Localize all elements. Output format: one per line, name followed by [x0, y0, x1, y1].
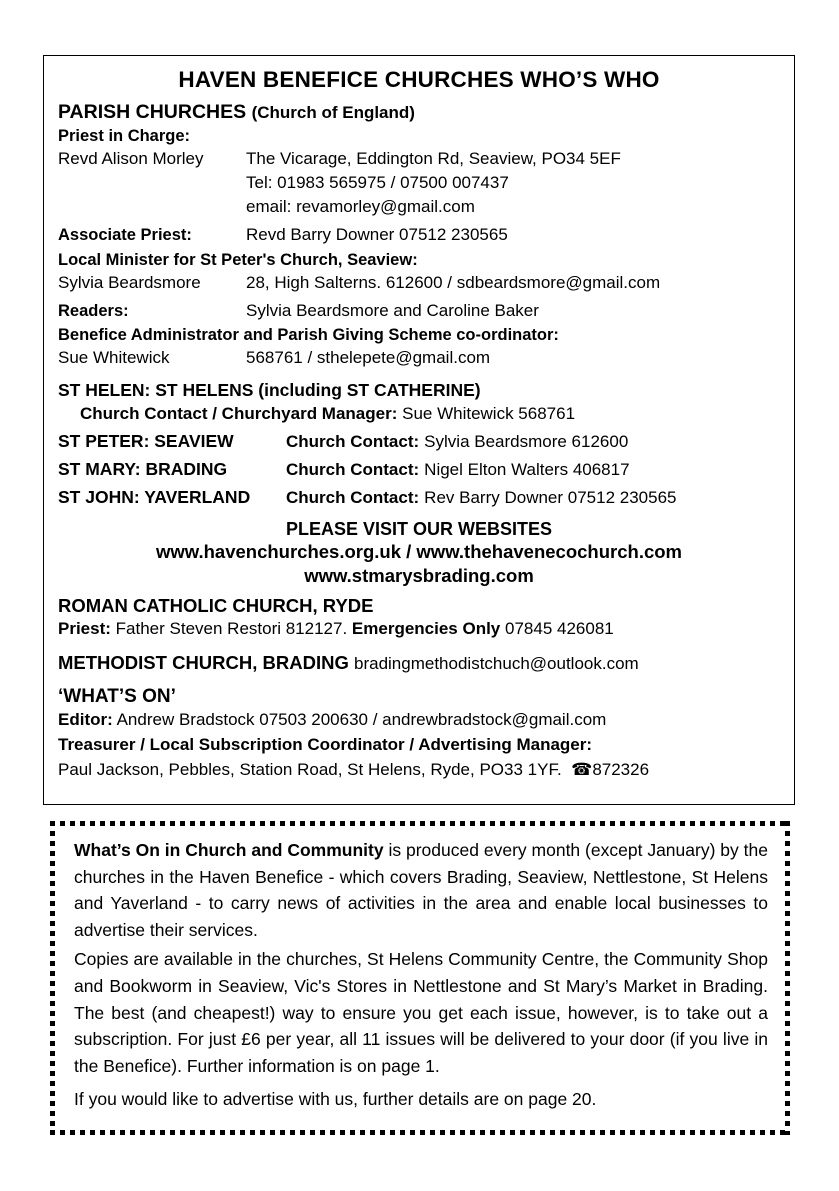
who-is-who-panel: [43, 55, 795, 805]
table-row: [58, 429, 780, 455]
st-helen-contact-row: [58, 401, 780, 427]
roman-catholic-priest-label: Priest:: [58, 618, 111, 638]
associate-priest-row: [58, 223, 780, 247]
church-contact-value: Rev Barry Downer 07512 230565: [424, 487, 677, 507]
priest-in-charge-label: Priest in Charge:: [58, 127, 191, 145]
whats-on-heading: ‘WHAT’S ON’: [58, 686, 176, 708]
magazine-name: What’s On in Church and Community: [74, 840, 384, 860]
treasurer-address: Paul Jackson, Pebbles, Station Road, St Helens, Ryde, PO33 1YF.: [58, 759, 562, 779]
table-row: [58, 457, 780, 483]
administrator-name: Sue Whitewick: [58, 348, 170, 368]
church-contact-label: Church Contact:: [286, 431, 420, 451]
st-helen-heading: ST HELEN: ST HELENS (including ST CATHERINE): [58, 380, 481, 401]
roman-catholic-priest-value: Father Steven Restori 812127.: [115, 618, 348, 638]
church-contact-label: Church Contact:: [286, 487, 420, 507]
about-paragraph-3: If you would like to advertise with us, further details are on page 20.: [74, 1089, 597, 1110]
website-link-line-2[interactable]: www.stmarysbrading.com: [304, 564, 534, 586]
church-contact-label: Church Contact:: [286, 459, 420, 479]
table-row: [58, 485, 780, 511]
readers-value: Sylvia Beardsmore and Caroline Baker: [246, 300, 539, 320]
treasurer-phone: 872326: [592, 759, 650, 779]
emergencies-only-value: 07845 426081: [505, 618, 614, 638]
parish-churches-label: PARISH CHURCHES: [58, 101, 247, 123]
methodist-church-heading: METHODIST CHURCH, BRADING: [58, 652, 349, 674]
priest-telephone: Tel: 01983 565975 / 07500 007437: [246, 173, 509, 193]
church-contact-value: Nigel Elton Walters 406817: [424, 459, 630, 479]
editor-value: Andrew Bradstock 07503 200630 / andrewbradstock@gmail.com: [116, 710, 607, 730]
church-name: ST JOHN: YAVERLAND: [58, 486, 251, 507]
local-minister-heading: Local Minister for St Peter's Church, Seaview:: [58, 250, 418, 269]
local-minister-name: Sylvia Beardsmore: [58, 272, 201, 292]
priest-address: The Vicarage, Eddington Rd, Seaview, PO34 5EF: [246, 149, 621, 168]
priest-name: Revd Alison Morley: [58, 149, 204, 168]
emergencies-only-label: Emergencies Only: [351, 618, 501, 638]
associate-priest-label: Associate Priest:: [58, 226, 192, 245]
local-minister-contact: 28, High Salterns. 612600 / sdbeardsmore@gmail.com: [246, 272, 661, 292]
benefice-administrator-heading: Benefice Administrator and Parish Giving Scheme co-ordinator:: [58, 326, 559, 345]
section-heading-parish-churches: [58, 101, 780, 124]
about-paragraph-1-rest: is produced every month (except January) by the churches in the Haven Benefice - which covers Brading, Seaview, Nettlestone, St Helens and Yaverland - to carry news of activities in the area and enable local businesses to advertise their services.: [74, 840, 768, 940]
church-name: ST PETER: SEAVIEW: [58, 430, 234, 451]
about-paragraph-2: Copies are available in the churches, St Helens Community Centre, the Community Shop and Bookworm in Seaview, Vic's Stores in Nettlestone and St Mary’s Market in Brading. The best (and cheapest!) way to ensure you get each issue, however, is to take out a subscription. For just £6 per year, all 11 issues will be delivered to your door (if you live in the Benefice). Further information is on page 1.: [74, 949, 768, 1076]
associate-priest-value: Revd Barry Downer 07512 230565: [246, 225, 508, 245]
roman-catholic-heading: ROMAN CATHOLIC CHURCH, RYDE: [58, 594, 374, 616]
readers-row: [58, 299, 780, 323]
about-magazine-panel: [50, 821, 790, 1135]
methodist-church-email[interactable]: bradingmethodistchuch@outlook.com: [354, 654, 639, 674]
church-name: ST MARY: BRADING: [58, 458, 228, 479]
website-link-line-1[interactable]: www.havenchurches.org.uk / www.thehavenecochurch.com: [155, 540, 682, 562]
administrator-row: [58, 346, 780, 370]
priest-in-charge-row: [58, 147, 780, 171]
st-helen-contact-value: Sue Whitewick 568761: [402, 404, 576, 424]
methodist-church-row: [58, 652, 780, 674]
about-paragraph-1: [74, 837, 768, 943]
readers-label: Readers:: [58, 301, 129, 320]
administrator-contact: 568761 / sthelepete@gmail.com: [246, 348, 491, 368]
church-contact-value: Sylvia Beardsmore 612600: [424, 431, 629, 451]
priest-email: email: revamorley@gmail.com: [246, 197, 475, 217]
editor-row: [58, 708, 780, 733]
websites-heading: PLEASE VISIT OUR WEBSITES: [285, 518, 553, 539]
telephone-icon: ☎: [566, 759, 593, 779]
treasurer-heading-text: Treasurer / Local Subscription Coordinator / Advertising Manager:: [58, 735, 593, 755]
roman-catholic-priest-row: [58, 617, 780, 642]
local-minister-row: [58, 271, 780, 295]
treasurer-heading: [58, 733, 780, 758]
st-helen-contact-label: Church Contact / Churchyard Manager:: [80, 404, 398, 424]
editor-label: Editor:: [58, 710, 113, 730]
parish-churches-qualifier: (Church of England): [251, 103, 415, 122]
treasurer-row: [58, 758, 780, 783]
page-title: HAVEN BENEFICE CHURCHES WHO’S WHO: [178, 67, 660, 92]
